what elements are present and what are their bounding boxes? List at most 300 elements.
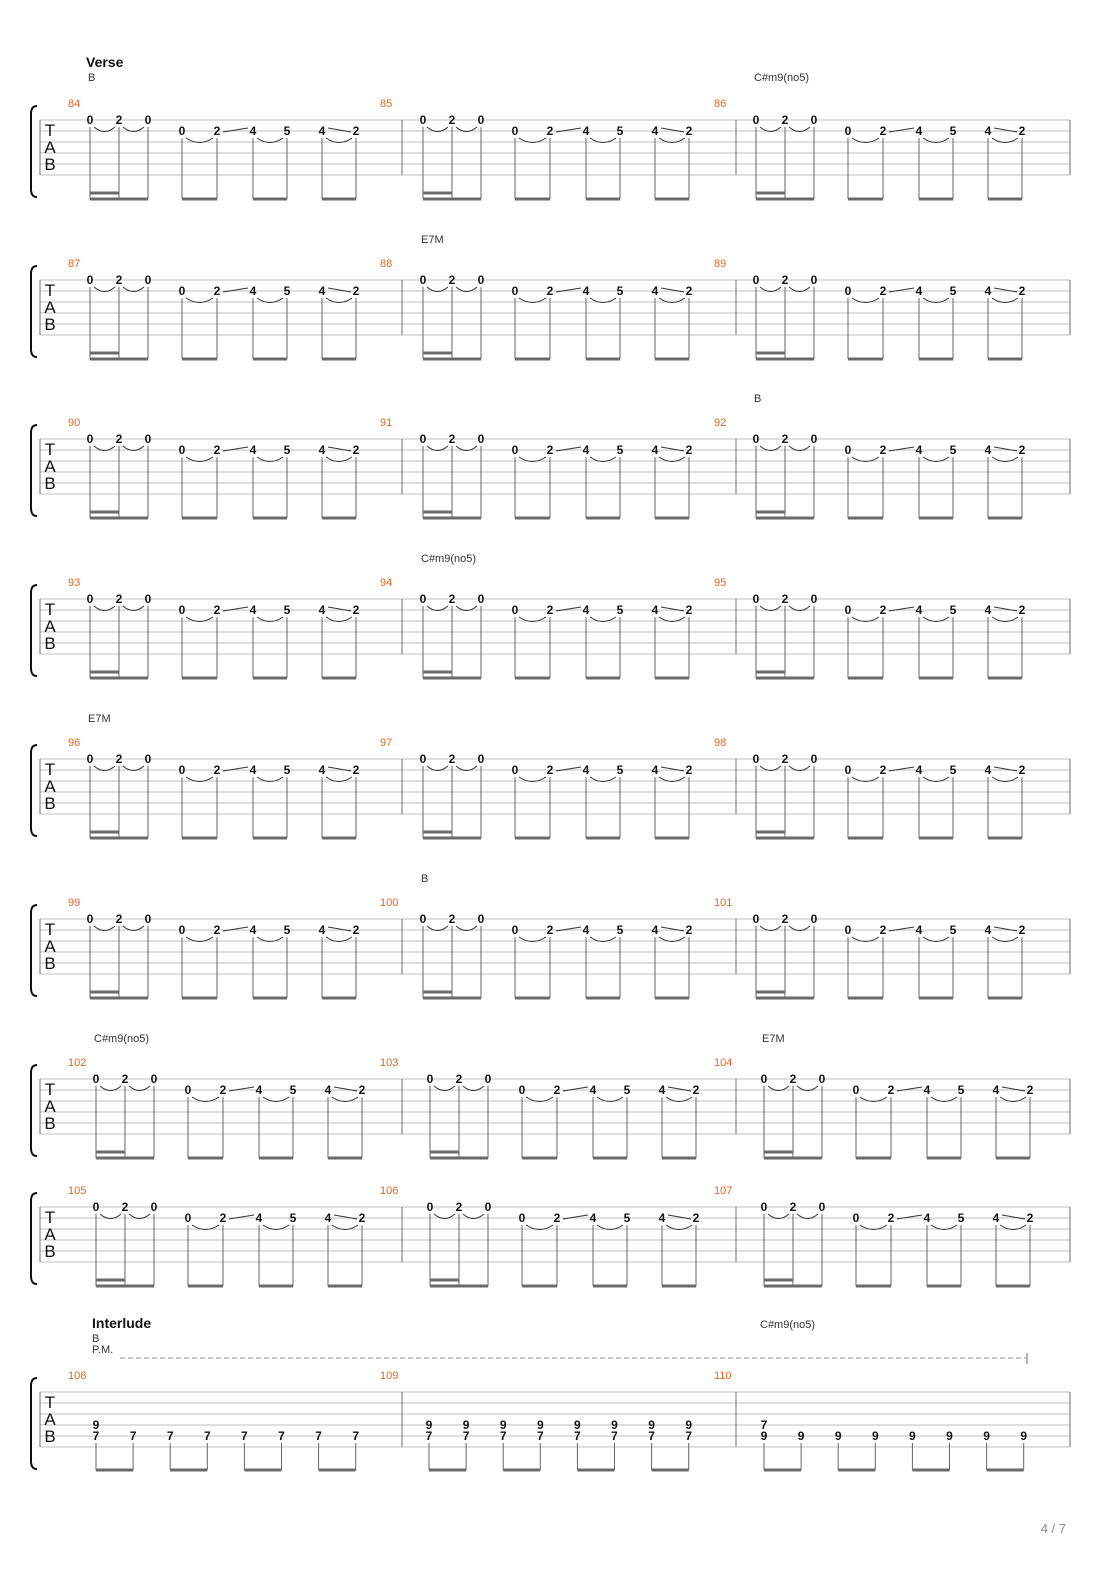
fret-number: 7 <box>425 1429 433 1443</box>
fret-number: 2 <box>546 443 554 457</box>
measure-number: 89 <box>714 258 727 270</box>
fret-number: 2 <box>887 1211 895 1225</box>
tab-clef-letter: B <box>44 1242 56 1261</box>
fret-number: 0 <box>86 592 94 606</box>
fret-number: 0 <box>477 432 485 446</box>
fret-number: 0 <box>844 763 852 777</box>
fret-number: 9 <box>611 1418 618 1432</box>
fret-number: 0 <box>92 1200 100 1214</box>
fret-number: 0 <box>419 912 427 926</box>
fret-number: 4 <box>651 603 659 617</box>
chord-name: C#m9(no5) <box>94 1033 150 1045</box>
chord-name: E7M <box>421 234 444 246</box>
fret-number: 4 <box>249 763 257 777</box>
tab-clef-letter: B <box>44 794 56 813</box>
measure-number: 103 <box>380 1057 399 1069</box>
chord-name: B <box>421 873 429 885</box>
fret-number: 5 <box>623 1211 631 1225</box>
fret-number: 2 <box>692 1211 700 1225</box>
measure-number: 99 <box>68 897 81 909</box>
fret-number: 4 <box>984 124 992 138</box>
fret-number: 2 <box>448 273 456 287</box>
measure-number: 109 <box>380 1370 399 1382</box>
tab-clef-letter: T <box>44 1393 56 1412</box>
measure-number: 106 <box>380 1185 399 1197</box>
fret-number: 0 <box>818 1200 826 1214</box>
fret-number: 4 <box>984 603 992 617</box>
staff-brace <box>31 266 37 357</box>
fret-number: 5 <box>616 603 624 617</box>
tab-clef-letter: B <box>44 954 56 973</box>
fret-number: 7 <box>278 1429 285 1443</box>
fret-number: 2 <box>115 273 123 287</box>
tab-clef-letter: T <box>44 1080 56 1099</box>
fret-number: 0 <box>477 592 485 606</box>
fret-number: 2 <box>781 432 789 446</box>
measure-number: 85 <box>380 98 393 110</box>
fret-number: 0 <box>92 1072 100 1086</box>
fret-number: 0 <box>844 284 852 298</box>
fret-number: 2 <box>115 592 123 606</box>
fret-number: 0 <box>86 113 94 127</box>
fret-number: 9 <box>797 1429 805 1443</box>
chord-name: E7M <box>762 1033 785 1045</box>
fret-number: 4 <box>915 443 923 457</box>
fret-number: 2 <box>213 443 221 457</box>
fret-number: 7 <box>462 1429 470 1443</box>
staff-brace <box>31 425 37 516</box>
fret-number: 2 <box>781 592 789 606</box>
fret-number: 4 <box>658 1083 666 1097</box>
fret-number: 2 <box>358 1083 366 1097</box>
fret-number: 0 <box>150 1072 158 1086</box>
staff-brace <box>31 745 37 836</box>
fret-number: 2 <box>219 1211 227 1225</box>
fret-number: 2 <box>685 763 693 777</box>
fret-number: 0 <box>178 124 186 138</box>
fret-number: 7 <box>685 1429 693 1443</box>
tab-clef-letter: B <box>44 1114 56 1133</box>
tab-clef-letter: A <box>44 1225 56 1244</box>
measure-number: 93 <box>68 577 81 589</box>
fret-number: 0 <box>178 763 186 777</box>
fret-number: 0 <box>484 1200 492 1214</box>
measure-number: 86 <box>714 98 727 110</box>
fret-number: 4 <box>589 1211 597 1225</box>
fret-number: 2 <box>213 763 221 777</box>
fret-number: 4 <box>651 284 659 298</box>
tab-clef-letter: B <box>44 474 56 493</box>
fret-number: 0 <box>752 113 760 127</box>
tab-clef-letter: A <box>44 617 56 636</box>
fret-number: 0 <box>760 1200 768 1214</box>
tab-clef-letter: B <box>44 155 56 174</box>
fret-number: 0 <box>178 923 186 937</box>
fret-number: 9 <box>685 1418 693 1432</box>
staff-brace <box>31 1065 37 1156</box>
fret-number: 0 <box>511 763 519 777</box>
chord-name: C#m9(no5) <box>760 1319 816 1331</box>
fret-number: 2 <box>685 923 693 937</box>
fret-number: 0 <box>419 432 427 446</box>
fret-number: 0 <box>752 752 760 766</box>
fret-number: 0 <box>852 1083 860 1097</box>
fret-number: 2 <box>546 923 554 937</box>
fret-number: 4 <box>255 1211 263 1225</box>
fret-number: 2 <box>685 603 693 617</box>
fret-number: 5 <box>616 124 624 138</box>
fret-number: 2 <box>1026 1211 1034 1225</box>
fret-number: 4 <box>915 603 923 617</box>
fret-number: 5 <box>283 603 291 617</box>
fret-number: 5 <box>283 923 291 937</box>
fret-number: 9 <box>871 1429 879 1443</box>
fret-number: 0 <box>178 443 186 457</box>
staff-brace <box>31 905 37 996</box>
fret-number: 2 <box>879 763 887 777</box>
fret-number: 9 <box>760 1429 768 1443</box>
fret-number: 2 <box>352 284 360 298</box>
fret-number: 0 <box>752 912 760 926</box>
fret-number: 4 <box>318 923 326 937</box>
fret-number: 2 <box>879 443 887 457</box>
fret-number: 2 <box>781 113 789 127</box>
fret-number: 0 <box>511 443 519 457</box>
fret-number: 4 <box>249 124 257 138</box>
fret-number: 5 <box>957 1211 965 1225</box>
fret-number: 2 <box>553 1083 561 1097</box>
fret-number: 2 <box>448 912 456 926</box>
tab-clef-letter: T <box>44 760 56 779</box>
fret-number: 0 <box>518 1083 526 1097</box>
measure-number: 94 <box>380 577 393 589</box>
fret-number: 2 <box>115 432 123 446</box>
fret-number: 0 <box>419 113 427 127</box>
fret-number: 2 <box>352 443 360 457</box>
tab-clef-letter: T <box>44 1208 56 1227</box>
tab-clef-letter: B <box>44 315 56 334</box>
fret-number: 2 <box>1018 603 1026 617</box>
fret-number: 4 <box>651 124 659 138</box>
fret-number: 4 <box>582 763 590 777</box>
fret-number: 0 <box>810 273 818 287</box>
fret-number: 2 <box>115 752 123 766</box>
measure-number: 95 <box>714 577 727 589</box>
fret-number: 4 <box>582 124 590 138</box>
fret-number: 5 <box>949 443 957 457</box>
fret-number: 2 <box>879 124 887 138</box>
fret-number: 4 <box>318 124 326 138</box>
fret-number: 9 <box>92 1418 100 1432</box>
fret-number: 2 <box>546 763 554 777</box>
fret-number: 2 <box>553 1211 561 1225</box>
section-label-interlude: Interlude <box>92 1315 152 1331</box>
fret-number: 2 <box>781 752 789 766</box>
fret-number: 7 <box>499 1429 507 1443</box>
fret-number: 2 <box>121 1072 129 1086</box>
fret-number: 0 <box>752 432 760 446</box>
fret-number: 0 <box>86 432 94 446</box>
measure-number: 96 <box>68 737 81 749</box>
fret-number: 0 <box>144 273 152 287</box>
fret-number: 0 <box>844 124 852 138</box>
chord-name: B <box>88 72 96 84</box>
fret-number: 4 <box>984 284 992 298</box>
fret-number: 5 <box>283 124 291 138</box>
fret-number: 7 <box>536 1429 544 1443</box>
fret-number: 4 <box>984 923 992 937</box>
fret-number: 0 <box>144 912 152 926</box>
tab-clef-letter: B <box>44 1427 56 1446</box>
chord-name: C#m9(no5) <box>754 72 810 84</box>
fret-number: 0 <box>150 1200 158 1214</box>
tab-clef-letter: T <box>44 121 56 140</box>
fret-number: 2 <box>455 1072 463 1086</box>
fret-number: 7 <box>574 1429 581 1443</box>
tab-clef-letter: T <box>44 600 56 619</box>
staff-brace <box>31 585 37 676</box>
fret-number: 2 <box>115 912 123 926</box>
fret-number: 0 <box>184 1083 192 1097</box>
fret-number: 2 <box>546 284 554 298</box>
fret-number: 4 <box>582 603 590 617</box>
measure-number: 101 <box>714 897 733 909</box>
fret-number: 0 <box>144 113 152 127</box>
measure-number: 104 <box>714 1057 733 1069</box>
fret-number: 9 <box>946 1429 953 1443</box>
tab-clef-letter: A <box>44 1097 56 1116</box>
fret-number: 9 <box>536 1418 544 1432</box>
fret-number: 2 <box>781 273 789 287</box>
fret-number: 9 <box>834 1429 842 1443</box>
fret-number: 0 <box>752 273 760 287</box>
fret-number: 7 <box>352 1429 360 1443</box>
tab-clef-letter: A <box>44 777 56 796</box>
fret-number: 7 <box>129 1429 137 1443</box>
fret-number: 7 <box>92 1429 100 1443</box>
fret-number: 7 <box>166 1429 174 1443</box>
fret-number: 5 <box>283 443 291 457</box>
fret-number: 2 <box>448 592 456 606</box>
fret-number: 0 <box>810 592 818 606</box>
fret-number: 0 <box>86 912 94 926</box>
fret-number: 0 <box>419 592 427 606</box>
tab-clef-letter: A <box>44 457 56 476</box>
staff-brace <box>31 1378 37 1469</box>
fret-number: 7 <box>241 1429 248 1443</box>
fret-number: 5 <box>283 284 291 298</box>
fret-number: 0 <box>419 273 427 287</box>
fret-number: 0 <box>752 592 760 606</box>
measure-number: 84 <box>68 98 81 110</box>
fret-number: 4 <box>651 443 659 457</box>
chord-name: E7M <box>88 713 111 725</box>
fret-number: 4 <box>984 763 992 777</box>
page-number: 4 / 7 <box>1040 1521 1066 1536</box>
fret-number: 7 <box>611 1429 618 1443</box>
fret-number: 0 <box>518 1211 526 1225</box>
tab-clef-letter: A <box>44 138 56 157</box>
fret-number: 2 <box>115 113 123 127</box>
fret-number: 0 <box>818 1072 826 1086</box>
fret-number: 2 <box>879 284 887 298</box>
fret-number: 0 <box>86 273 94 287</box>
fret-number: 0 <box>810 113 818 127</box>
fret-number: 2 <box>879 923 887 937</box>
measure-number: 98 <box>714 737 727 749</box>
fret-number: 0 <box>178 284 186 298</box>
fret-number: 9 <box>909 1429 916 1443</box>
fret-number: 2 <box>358 1211 366 1225</box>
fret-number: 7 <box>315 1429 322 1443</box>
fret-number: 0 <box>477 752 485 766</box>
fret-number: 5 <box>283 763 291 777</box>
fret-number: 4 <box>658 1211 666 1225</box>
palm-mute-label: P.M. <box>92 1344 114 1356</box>
fret-number: 9 <box>425 1418 433 1432</box>
fret-number: 0 <box>477 273 485 287</box>
fret-number: 5 <box>616 763 624 777</box>
fret-number: 2 <box>219 1083 227 1097</box>
fret-number: 2 <box>1018 124 1026 138</box>
fret-number: 2 <box>448 752 456 766</box>
fret-number: 4 <box>923 1211 931 1225</box>
fret-number: 2 <box>546 603 554 617</box>
fret-number: 2 <box>448 113 456 127</box>
fret-number: 0 <box>144 592 152 606</box>
fret-number: 9 <box>1020 1429 1028 1443</box>
fret-number: 0 <box>760 1072 768 1086</box>
fret-number: 4 <box>915 763 923 777</box>
fret-number: 2 <box>685 124 693 138</box>
measure-number: 97 <box>380 737 393 749</box>
chord-name: B <box>754 393 762 405</box>
fret-number: 0 <box>810 752 818 766</box>
fret-number: 2 <box>1018 284 1026 298</box>
fret-number: 2 <box>213 284 221 298</box>
fret-number: 2 <box>887 1083 895 1097</box>
measure-number: 88 <box>380 258 393 270</box>
measure-number: 108 <box>68 1370 87 1382</box>
fret-number: 4 <box>992 1211 1000 1225</box>
fret-number: 0 <box>426 1072 434 1086</box>
fret-number: 5 <box>949 923 957 937</box>
fret-number: 4 <box>582 923 590 937</box>
fret-number: 4 <box>582 443 590 457</box>
fret-number: 4 <box>249 284 257 298</box>
fret-number: 4 <box>255 1083 263 1097</box>
fret-number: 5 <box>289 1083 297 1097</box>
fret-number: 9 <box>648 1418 655 1432</box>
fret-number: 4 <box>318 603 326 617</box>
fret-number: 0 <box>844 923 852 937</box>
fret-number: 2 <box>1018 923 1026 937</box>
fret-number: 4 <box>318 443 326 457</box>
fret-number: 5 <box>957 1083 965 1097</box>
fret-number: 2 <box>1026 1083 1034 1097</box>
fret-number: 4 <box>923 1083 931 1097</box>
fret-number: 5 <box>949 284 957 298</box>
measure-number: 110 <box>714 1370 732 1382</box>
fret-number: 2 <box>692 1083 700 1097</box>
fret-number: 4 <box>992 1083 1000 1097</box>
fret-number: 0 <box>426 1200 434 1214</box>
tab-clef-letter: B <box>44 634 56 653</box>
fret-number: 0 <box>86 752 94 766</box>
fret-number: 0 <box>810 912 818 926</box>
fret-number: 5 <box>949 603 957 617</box>
measure-number: 91 <box>380 417 393 429</box>
fret-number: 4 <box>915 923 923 937</box>
fret-number: 9 <box>983 1429 990 1443</box>
fret-number: 0 <box>810 432 818 446</box>
fret-number: 2 <box>213 124 221 138</box>
fret-number: 0 <box>178 603 186 617</box>
fret-number: 4 <box>318 763 326 777</box>
fret-number: 2 <box>781 912 789 926</box>
fret-number: 0 <box>511 124 519 138</box>
measure-number: 87 <box>68 258 81 270</box>
fret-number: 0 <box>844 603 852 617</box>
section-label-verse: Verse <box>86 54 124 70</box>
fret-number: 7 <box>648 1429 655 1443</box>
fret-number: 4 <box>651 923 659 937</box>
fret-number: 2 <box>352 603 360 617</box>
fret-number: 2 <box>455 1200 463 1214</box>
fret-number: 0 <box>419 752 427 766</box>
fret-number: 2 <box>789 1072 797 1086</box>
fret-number: 0 <box>511 603 519 617</box>
fret-number: 2 <box>789 1200 797 1214</box>
fret-number: 0 <box>477 113 485 127</box>
fret-number: 4 <box>249 923 257 937</box>
fret-number: 4 <box>984 443 992 457</box>
fret-number: 4 <box>651 763 659 777</box>
fret-number: 0 <box>144 752 152 766</box>
fret-number: 5 <box>616 923 624 937</box>
fret-number: 4 <box>324 1211 332 1225</box>
tab-clef-letter: A <box>44 1410 56 1429</box>
fret-number: 2 <box>1018 443 1026 457</box>
fret-number: 7 <box>760 1418 768 1432</box>
fret-number: 5 <box>616 284 624 298</box>
measure-number: 100 <box>380 897 399 909</box>
fret-number: 2 <box>121 1200 129 1214</box>
fret-number: 5 <box>616 443 624 457</box>
staff-brace <box>31 106 37 197</box>
fret-number: 2 <box>448 432 456 446</box>
measure-number: 90 <box>68 417 81 429</box>
fret-number: 2 <box>352 124 360 138</box>
fret-number: 2 <box>685 284 693 298</box>
measure-number: 105 <box>68 1185 87 1197</box>
fret-number: 4 <box>915 284 923 298</box>
tab-clef-letter: A <box>44 937 56 956</box>
fret-number: 0 <box>484 1072 492 1086</box>
fret-number: 2 <box>352 923 360 937</box>
fret-number: 0 <box>511 284 519 298</box>
chord-name: B <box>92 1333 100 1345</box>
measure-number: 107 <box>714 1185 733 1197</box>
fret-number: 2 <box>879 603 887 617</box>
fret-number: 4 <box>249 443 257 457</box>
fret-number: 5 <box>949 124 957 138</box>
measure-number: 102 <box>68 1057 87 1069</box>
fret-number: 2 <box>1018 763 1026 777</box>
fret-number: 4 <box>318 284 326 298</box>
fret-number: 5 <box>949 763 957 777</box>
staff-brace <box>31 1193 37 1284</box>
